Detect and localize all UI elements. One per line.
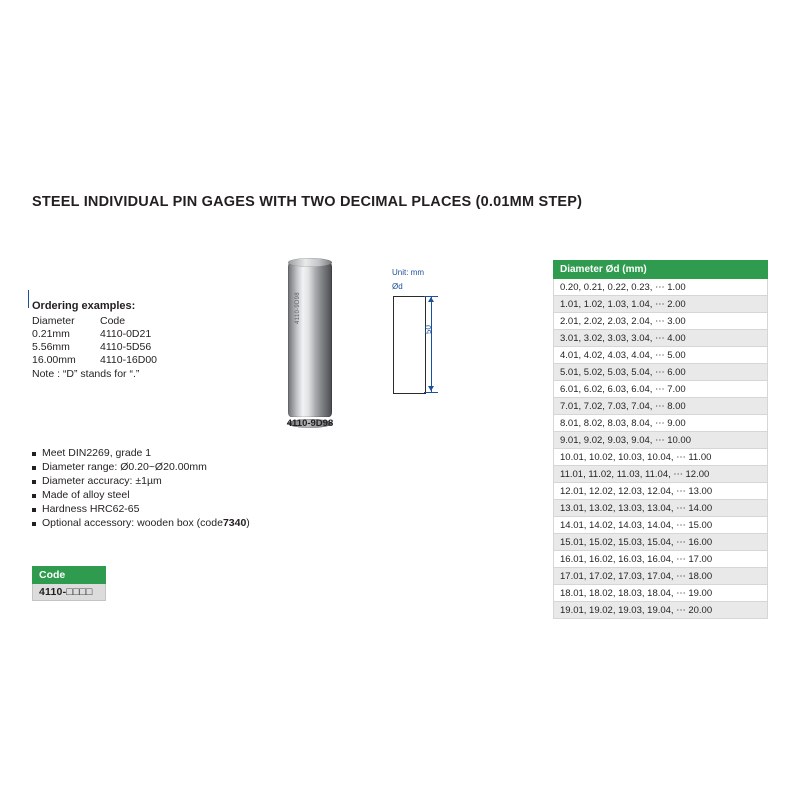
square-bullet-icon — [32, 480, 36, 484]
list-item — [32, 489, 250, 502]
pin-gage-top-face — [288, 258, 332, 267]
ordering-code: 4110-5D56 — [100, 340, 152, 353]
diameter-range-cell: 17.01, 17.02, 17.03, 17.04, ⋯ 18.00 — [554, 568, 768, 585]
list-item — [32, 447, 250, 460]
table-row — [554, 296, 768, 313]
ordering-row — [32, 328, 157, 341]
table-row — [554, 449, 768, 466]
diameter-range-cell: 4.01, 4.02, 4.03, 4.04, ⋯ 5.00 — [554, 347, 768, 364]
table-header-row — [554, 261, 768, 279]
ordering-row — [32, 354, 157, 367]
ordering-diameter: 16.00mm — [32, 353, 76, 366]
feature-text: Hardness HRC62-65 — [42, 503, 140, 515]
technical-drawing — [380, 262, 450, 422]
square-bullet-icon — [32, 508, 36, 512]
diameter-range-cell: 0.20, 0.21, 0.22, 0.23, ⋯ 1.00 — [554, 279, 768, 296]
pin-gage-caption: 4110-9D98 — [286, 418, 334, 429]
diameter-range-cell: 19.01, 19.02, 19.03, 19.04, ⋯ 20.00 — [554, 602, 768, 619]
pin-gage-body — [288, 262, 332, 417]
page-title: STEEL INDIVIDUAL PIN GAGES WITH TWO DECIMAL PLACES (0.01MM STEP) — [32, 194, 583, 210]
feature-text-suffix: ) — [246, 517, 250, 529]
code-box — [32, 566, 106, 601]
diameter-range-cell: 1.01, 1.02, 1.03, 1.04, ⋯ 2.00 — [554, 296, 768, 313]
drawing-extension-line-bottom — [424, 392, 438, 393]
ordering-examples-block — [32, 300, 157, 381]
pin-gage-engraving: 4110-9D98 — [295, 292, 301, 324]
ordering-col-code: Code — [100, 314, 126, 327]
feature-accessory-code: 7340 — [222, 517, 247, 529]
diameter-range-cell: 7.01, 7.02, 7.03, 7.04, ⋯ 8.00 — [554, 398, 768, 415]
table-row — [554, 568, 768, 585]
feature-text: Diameter accuracy: ±1µm — [42, 475, 162, 487]
table-row — [554, 602, 768, 619]
diameter-range-cell: 10.01, 10.02, 10.03, 10.04, ⋯ 11.00 — [554, 449, 768, 466]
table-row — [554, 313, 768, 330]
drawing-length-value: 50 — [424, 325, 433, 334]
code-box-value: 4110-□□□□ — [32, 584, 106, 601]
diameter-range-cell: 14.01, 14.02, 14.03, 14.04, ⋯ 15.00 — [554, 517, 768, 534]
diameter-range-cell: 5.01, 5.02, 5.03, 5.04, ⋯ 6.00 — [554, 364, 768, 381]
list-item — [32, 503, 250, 516]
table-row — [554, 483, 768, 500]
drawing-diameter-label: Ød — [392, 282, 403, 291]
table-row — [554, 364, 768, 381]
table-row — [554, 517, 768, 534]
drawing-dimension-line — [431, 296, 432, 392]
diameter-table — [553, 260, 768, 619]
list-item — [32, 517, 250, 530]
ordering-code: 4110-16D00 — [100, 353, 158, 366]
diameter-range-cell: 6.01, 6.02, 6.03, 6.04, ⋯ 7.00 — [554, 381, 768, 398]
table-row — [554, 551, 768, 568]
table-row — [554, 330, 768, 347]
drawing-arrow-up-icon — [428, 297, 434, 302]
table-row — [554, 381, 768, 398]
list-item — [32, 461, 250, 474]
diameter-column-header: Diameter Ød (mm) — [554, 261, 768, 279]
table-row — [554, 347, 768, 364]
ordering-diameter: 0.21mm — [32, 327, 70, 340]
diameter-range-cell: 2.01, 2.02, 2.03, 2.04, ⋯ 3.00 — [554, 313, 768, 330]
ordering-table — [32, 315, 157, 367]
feature-text: Diameter range: Ø0.20~Ø20.00mm — [42, 461, 207, 473]
feature-text: Meet DIN2269, grade 1 — [42, 447, 152, 459]
ordering-header-row — [32, 315, 157, 328]
code-box-header: Code — [32, 566, 106, 584]
diameter-range-cell: 18.01, 18.02, 18.03, 18.04, ⋯ 19.00 — [554, 585, 768, 602]
table-row — [554, 432, 768, 449]
ordering-heading: Ordering examples: — [32, 300, 136, 312]
ordering-code: 4110-0D21 — [100, 327, 152, 340]
ordering-note: Note : “D” stands for “.” — [32, 367, 140, 380]
ordering-row — [32, 341, 157, 354]
table-row — [554, 415, 768, 432]
diameter-range-cell: 13.01, 13.02, 13.03, 13.04, ⋯ 14.00 — [554, 500, 768, 517]
square-bullet-icon — [32, 452, 36, 456]
diameter-range-cell: 8.01, 8.02, 8.03, 8.04, ⋯ 9.00 — [554, 415, 768, 432]
table-row — [554, 398, 768, 415]
diameter-range-cell: 15.01, 15.02, 15.03, 15.04, ⋯ 16.00 — [554, 534, 768, 551]
list-item — [32, 475, 250, 488]
ordering-diameter: 5.56mm — [32, 340, 70, 353]
feature-list — [32, 447, 250, 531]
square-bullet-icon — [32, 522, 36, 526]
drawing-arrow-down-icon — [428, 386, 434, 391]
feature-text: Made of alloy steel — [42, 489, 130, 501]
diameter-range-cell: 3.01, 3.02, 3.03, 3.04, ⋯ 4.00 — [554, 330, 768, 347]
table-row — [554, 585, 768, 602]
table-row — [554, 466, 768, 483]
drawing-unit-label: Unit: mm — [392, 268, 424, 277]
table-row — [554, 279, 768, 296]
ordering-col-diameter: Diameter — [32, 314, 75, 327]
square-bullet-icon — [32, 494, 36, 498]
square-bullet-icon — [32, 466, 36, 470]
feature-text: Optional accessory: wooden box (code — [42, 517, 223, 529]
table-row — [554, 534, 768, 551]
table-row — [554, 500, 768, 517]
diameter-range-cell: 9.01, 9.02, 9.03, 9.04, ⋯ 10.00 — [554, 432, 768, 449]
diameter-range-cell: 12.01, 12.02, 12.03, 12.04, ⋯ 13.00 — [554, 483, 768, 500]
diameter-range-cell: 16.01, 16.02, 16.03, 16.04, ⋯ 17.00 — [554, 551, 768, 568]
drawing-pin-outline — [393, 296, 426, 394]
drawing-diameter-leader — [28, 290, 29, 308]
diameter-range-cell: 11.01, 11.02, 11.03, 11.04, ⋯ 12.00 — [554, 466, 768, 483]
pin-gage-photo — [288, 262, 334, 424]
